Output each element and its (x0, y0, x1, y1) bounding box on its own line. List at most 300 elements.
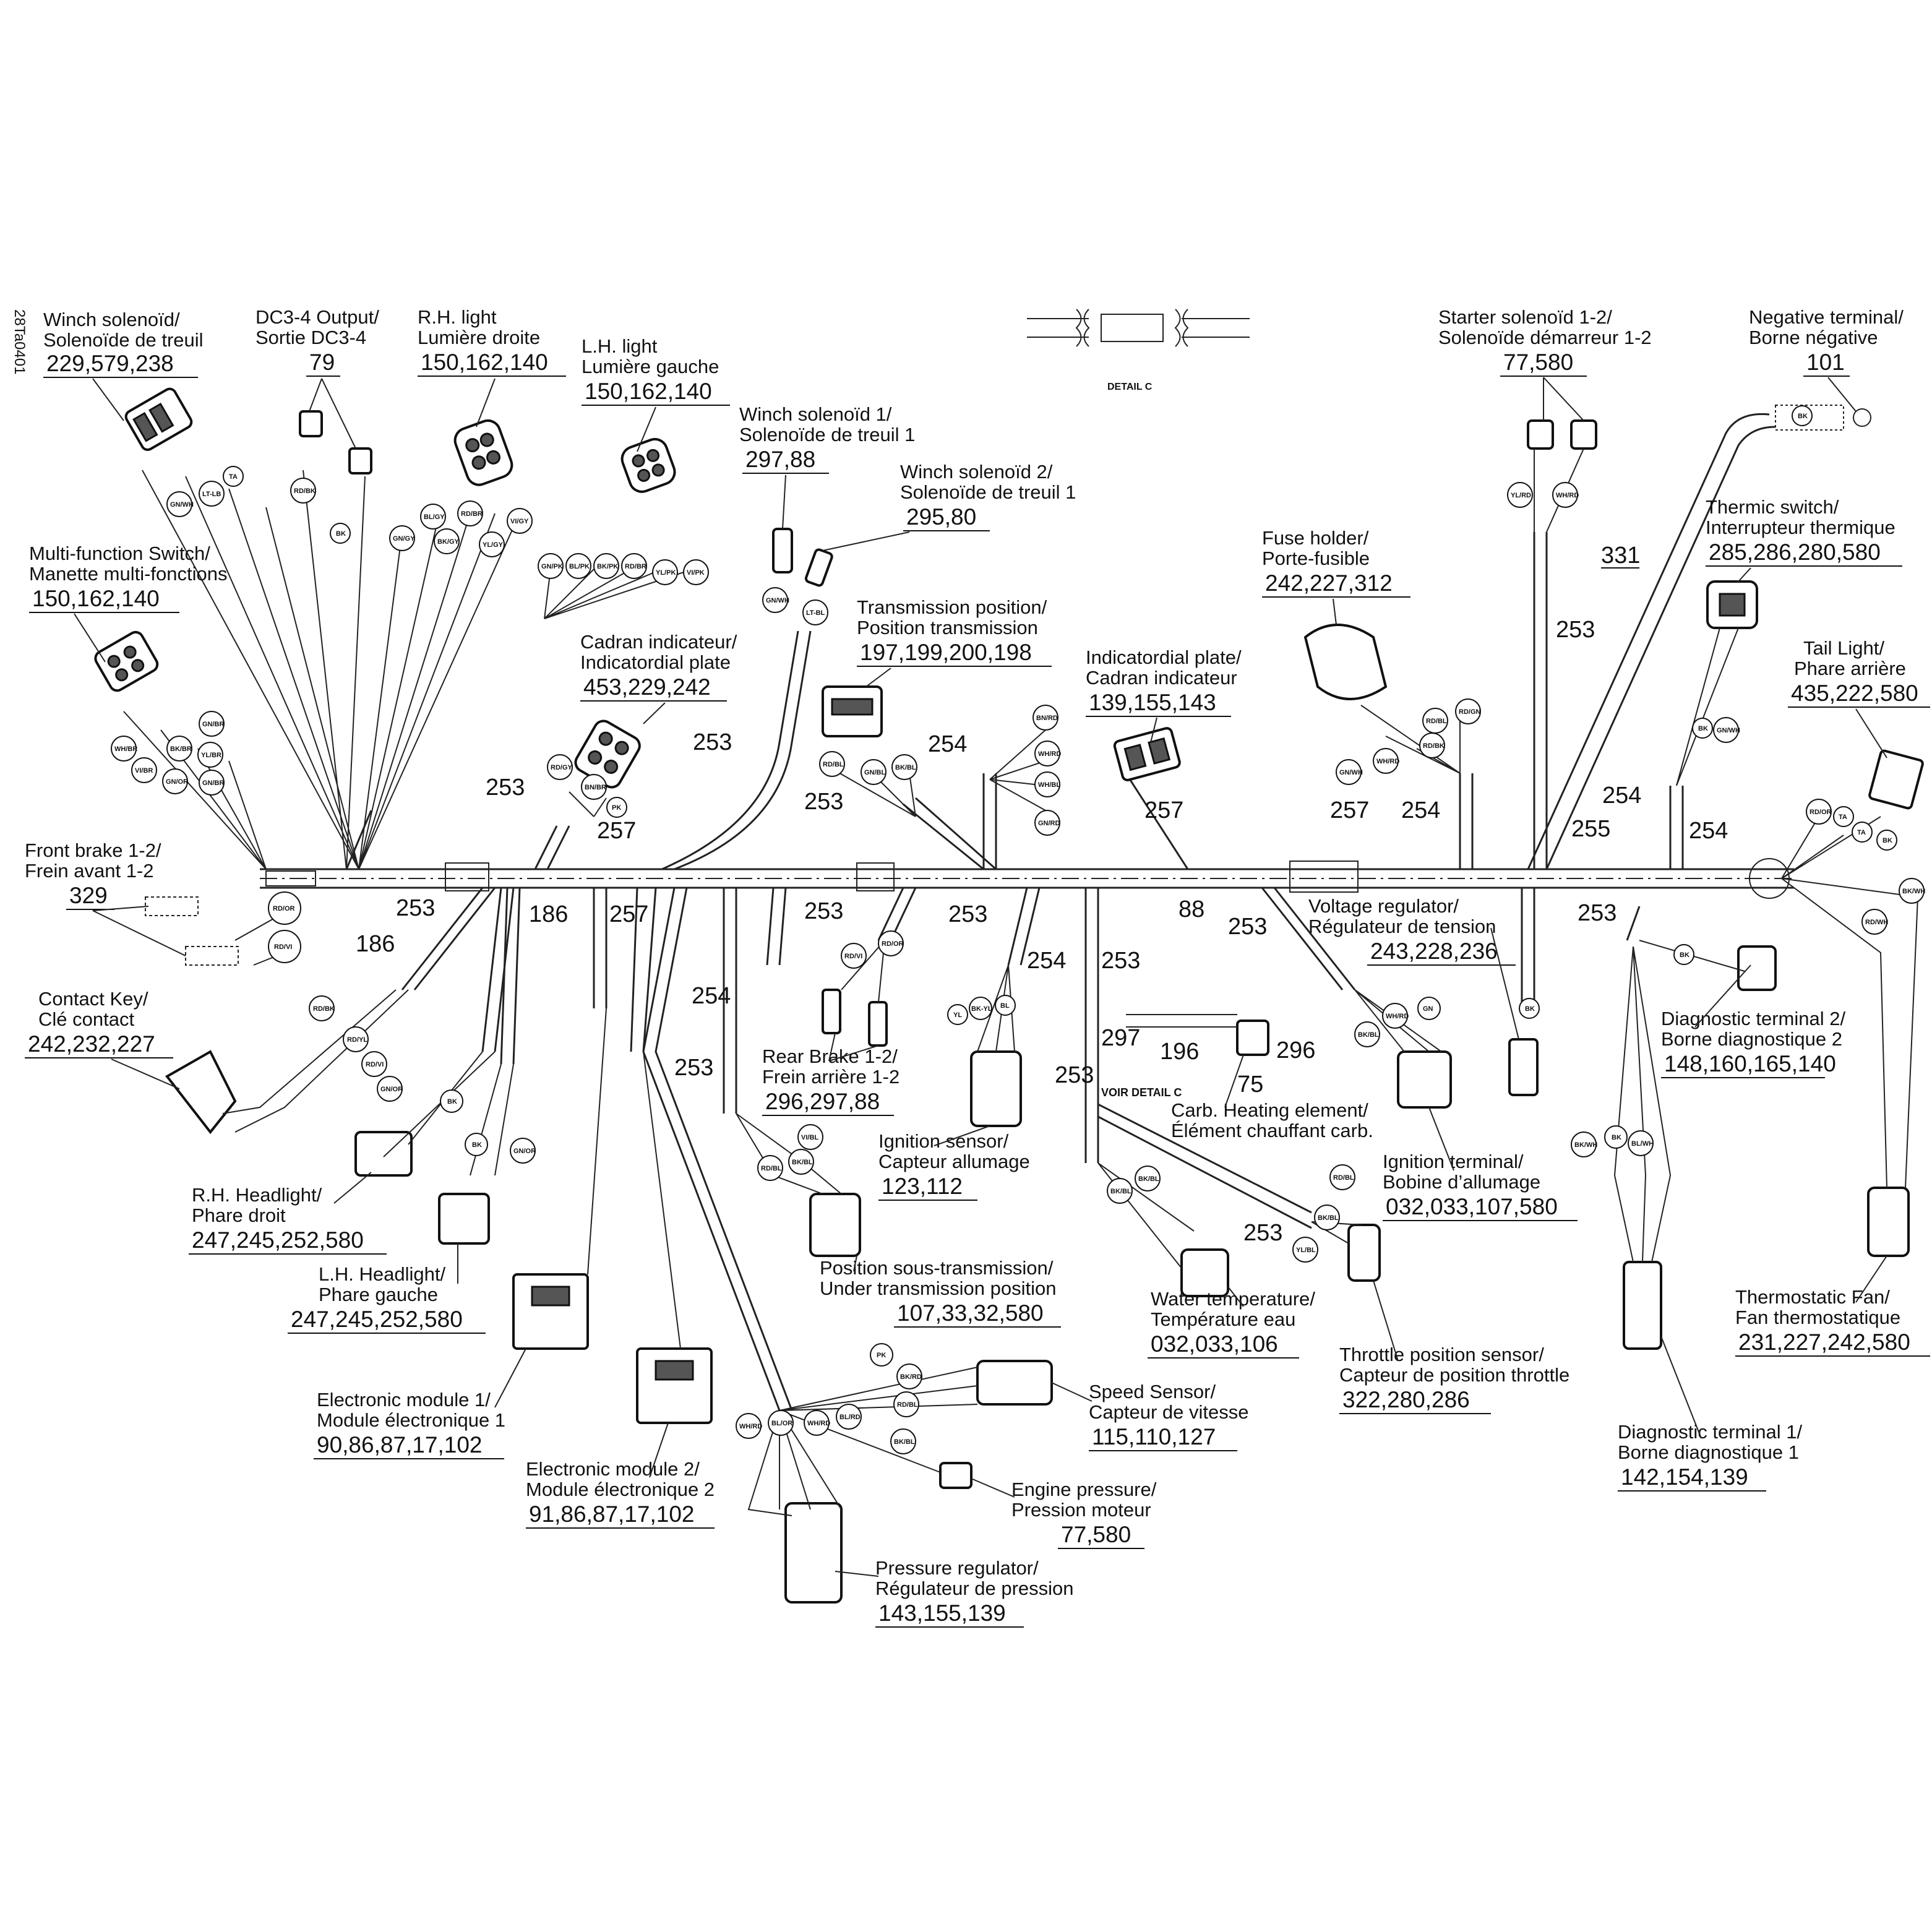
svg-text:Solenoïde démarreur 1-2: Solenoïde démarreur 1-2 (1438, 327, 1652, 348)
wire-code (582, 775, 606, 799)
callout-fuse-holder (1262, 527, 1410, 597)
wire-code (1135, 1166, 1160, 1191)
svg-text:BK/BL: BK/BL (1318, 1214, 1339, 1222)
winch-solenoid-2-connector (805, 549, 833, 586)
wire-code (841, 943, 866, 968)
detail-c-caption: DETAIL C (1107, 382, 1153, 392)
svg-text:Electronic module 2/: Electronic module 2/ (526, 1458, 700, 1480)
wire-code (804, 1410, 830, 1435)
svg-text:Lumière gauche: Lumière gauche (582, 356, 719, 377)
callout-voltage-regulator (1308, 895, 1516, 965)
svg-text:GN/GY: GN/GY (393, 535, 415, 543)
svg-text:BL: BL (1000, 1002, 1010, 1010)
wire-code (1834, 807, 1853, 826)
svg-text:Diagnostic terminal 1/: Diagnostic terminal 1/ (1618, 1421, 1803, 1443)
svg-text:BK: BK (447, 1098, 457, 1106)
throttle-position-connector (1349, 1225, 1380, 1281)
svg-text:Phare droit: Phare droit (192, 1204, 286, 1226)
svg-text:RD/OR: RD/OR (273, 905, 295, 912)
svg-text:150,162,140: 150,162,140 (32, 586, 160, 611)
svg-text:RD/BL: RD/BL (1333, 1174, 1354, 1182)
svg-text:Negative terminal/: Negative terminal/ (1749, 306, 1904, 328)
callout-throttle-position (1339, 1344, 1569, 1414)
wire-code (763, 588, 789, 612)
callout-cadran-indicateur (580, 631, 737, 701)
callout-carb-heating (1171, 1099, 1373, 1141)
wire-code (343, 1027, 368, 1052)
wire-code (390, 526, 415, 551)
wire-code (969, 997, 992, 1020)
svg-text:Speed Sensor/: Speed Sensor/ (1089, 1381, 1216, 1402)
svg-text:Frein arrière 1-2: Frein arrière 1-2 (762, 1066, 900, 1088)
wire-code (1806, 799, 1832, 824)
svg-text:197,199,200,198: 197,199,200,198 (860, 640, 1032, 665)
svg-text:Température eau: Température eau (1151, 1308, 1296, 1330)
svg-text:BK: BK (1798, 413, 1808, 420)
svg-text:BK-YL: BK-YL (971, 1005, 992, 1013)
harness-number: 254 (1689, 818, 1728, 844)
wire-code (653, 560, 677, 585)
wire-code (1674, 945, 1694, 964)
svg-text:GN/BL: GN/BL (864, 769, 886, 776)
callout-rh-light (418, 306, 566, 376)
callout-dc3-4-output (255, 306, 379, 376)
svg-text:Ignition sensor/: Ignition sensor/ (878, 1130, 1009, 1152)
svg-text:Clé contact: Clé contact (38, 1008, 135, 1030)
callout-thermostatic-fan (1735, 1286, 1930, 1356)
svg-text:TA: TA (1839, 814, 1847, 821)
lh-headlight-connector (439, 1194, 489, 1243)
voir-detail-c-label: VOIR DETAIL C (1101, 1086, 1182, 1099)
harness-number: 253 (948, 901, 988, 927)
rear-brake-switch-1 (823, 990, 840, 1033)
svg-text:Thermic switch/: Thermic switch/ (1706, 496, 1839, 518)
front-brake-switch-2 (186, 947, 238, 965)
svg-text:BK: BK (1612, 1134, 1621, 1141)
svg-text:Diagnostic terminal 2/: Diagnostic terminal 2/ (1661, 1008, 1846, 1029)
svg-text:BK/BL: BK/BL (792, 1159, 813, 1166)
wire-code (1792, 406, 1812, 426)
svg-text:BK/BL: BK/BL (894, 1438, 915, 1446)
svg-text:Capteur de position throttle: Capteur de position throttle (1339, 1364, 1570, 1386)
svg-text:L.H. Headlight/: L.H. Headlight/ (319, 1263, 446, 1285)
callout-labels (25, 306, 1930, 1627)
wire-code (1605, 1126, 1627, 1148)
wire-code (798, 1125, 823, 1149)
callout-diagnostic-terminal-1 (1618, 1421, 1802, 1491)
wire-code (223, 466, 243, 486)
callout-winch-solenoid-2 (900, 461, 1076, 531)
carb-heating-element (1237, 1021, 1268, 1055)
wire-code (465, 1133, 487, 1156)
svg-text:GN/OR: GN/OR (380, 1086, 403, 1093)
fuse-holder-shape (1305, 625, 1386, 699)
callout-speed-sensor (1089, 1381, 1248, 1451)
svg-text:BK: BK (472, 1141, 482, 1149)
wire-code (892, 755, 917, 779)
tail-light-connector (1869, 750, 1923, 809)
svg-text:LT-LB: LT-LB (202, 491, 221, 498)
harness-number: 186 (356, 931, 395, 957)
harness-number: 297 (1101, 1025, 1141, 1051)
svg-text:Contact Key/: Contact Key/ (38, 988, 148, 1010)
svg-text:242,227,312: 242,227,312 (1265, 570, 1393, 596)
svg-text:296,297,88: 296,297,88 (765, 1089, 880, 1114)
wire-code (1107, 1179, 1132, 1203)
wire-code (268, 892, 301, 924)
svg-text:297,88: 297,88 (745, 447, 816, 472)
svg-text:Régulateur de pression: Régulateur de pression (875, 1578, 1074, 1599)
harness-number: 253 (486, 775, 525, 801)
wire-code (268, 930, 301, 963)
svg-text:Transmission position/: Transmission position/ (857, 596, 1047, 618)
svg-text:Borne négative: Borne négative (1749, 327, 1878, 348)
wire-code (1899, 878, 1925, 903)
callout-position-sous-transmission (820, 1257, 1061, 1327)
callout-winch-solenoid (43, 309, 204, 377)
wire-code (1423, 708, 1448, 733)
harness-number: 253 (1228, 914, 1268, 940)
svg-text:RD/BK: RD/BK (313, 1005, 335, 1013)
wire-code (1383, 1003, 1409, 1028)
svg-text:BK: BK (1680, 951, 1689, 959)
svg-text:YL/GY: YL/GY (483, 541, 504, 549)
wire-code (440, 1090, 463, 1112)
harness-number: 253 (804, 898, 844, 924)
wire-code (1336, 760, 1363, 784)
wire-code (768, 1410, 793, 1435)
dc3-4-connector-a (300, 411, 322, 436)
svg-text:453,229,242: 453,229,242 (583, 674, 711, 700)
harness-number: 254 (1401, 797, 1441, 823)
callout-pressure-regulator (875, 1557, 1074, 1627)
wire-code (1355, 1022, 1380, 1047)
svg-text:RD/VI: RD/VI (274, 943, 293, 951)
svg-text:GN/WH: GN/WH (170, 501, 194, 509)
diagnostic-terminal-1-connector (1624, 1262, 1661, 1349)
svg-text:Front brake 1-2/: Front brake 1-2/ (25, 839, 161, 861)
svg-text:TA: TA (229, 473, 238, 481)
wire-code (1033, 705, 1058, 730)
svg-text:GN/BR: GN/BR (202, 779, 225, 787)
wire-code (1519, 998, 1539, 1018)
svg-text:WH/RD: WH/RD (1376, 758, 1400, 765)
svg-text:GN/WH: GN/WH (1339, 769, 1363, 776)
svg-text:322,280,286: 322,280,286 (1342, 1387, 1470, 1412)
callout-lh-headlight (288, 1263, 486, 1333)
wire-code (789, 1149, 814, 1174)
harness-number: 253 (693, 729, 732, 755)
harness-number: 253 (1243, 1220, 1283, 1246)
svg-text:RD/OR: RD/OR (882, 940, 904, 948)
wire-code (1373, 749, 1399, 773)
wire-code (894, 1392, 919, 1417)
callout-rh-headlight (189, 1184, 387, 1254)
wire-code (566, 554, 591, 578)
harness-number: 253 (1556, 617, 1595, 643)
wire-code (870, 1344, 893, 1366)
dc3-4-connector-b (350, 449, 371, 473)
svg-text:79: 79 (309, 350, 335, 375)
svg-text:RD/BL: RD/BL (823, 761, 844, 768)
svg-text:BK/BL: BK/BL (1110, 1188, 1131, 1195)
svg-text:YL: YL (953, 1011, 963, 1019)
svg-text:Winch solenoïd/: Winch solenoïd/ (43, 309, 180, 330)
svg-text:RD/BR: RD/BR (461, 510, 483, 518)
svg-text:Position transmission: Position transmission (857, 617, 1038, 638)
front-brake-switch-1 (145, 897, 198, 916)
svg-text:Capteur allumage: Capteur allumage (878, 1151, 1030, 1172)
svg-text:Régulateur de tension: Régulateur de tension (1308, 916, 1496, 937)
wire-code (167, 736, 192, 761)
callout-electronic-module-2 (526, 1458, 715, 1528)
svg-text:RD/WH: RD/WH (1865, 919, 1889, 926)
svg-text:Carb. Heating element/: Carb. Heating element/ (1171, 1099, 1368, 1121)
svg-text:91,86,87,17,102: 91,86,87,17,102 (529, 1501, 695, 1527)
wire-code (1330, 1165, 1355, 1190)
svg-text:RD/BL: RD/BL (1426, 718, 1447, 725)
wire-code (1553, 483, 1579, 507)
wire-code (1571, 1132, 1597, 1157)
ignition-sensor-connector (971, 1052, 1021, 1126)
svg-text:Solenoïde de treuil: Solenoïde de treuil (43, 329, 204, 351)
svg-text:BL/OR: BL/OR (771, 1420, 793, 1427)
speed-sensor-connector (977, 1361, 1052, 1404)
harness-number: 254 (692, 983, 731, 1009)
svg-text:BK/PK: BK/PK (597, 563, 619, 570)
diagnostic-terminal-2-connector (1738, 947, 1775, 990)
wire-code (199, 481, 224, 506)
wire-code (607, 797, 627, 817)
svg-text:RD/BK: RD/BK (294, 487, 316, 495)
harness-number: 253 (1101, 948, 1141, 974)
svg-text:WH/RD: WH/RD (1386, 1013, 1409, 1020)
harness-number: 253 (674, 1055, 714, 1081)
wire-code (1714, 718, 1740, 742)
wire-code (199, 711, 225, 736)
wire-code (684, 560, 708, 585)
harness-number: 253 (1578, 900, 1617, 926)
wire-code (377, 1076, 403, 1101)
thermostatic-fan-connector (1868, 1188, 1908, 1256)
callout-thermic-switch (1706, 496, 1902, 566)
svg-text:247,245,252,580: 247,245,252,580 (192, 1227, 364, 1253)
wire-code (132, 758, 157, 783)
wire-code (1693, 718, 1712, 738)
svg-text:Porte-fusible: Porte-fusible (1262, 547, 1370, 569)
wire-code (547, 755, 573, 779)
wire-code (458, 501, 483, 526)
svg-text:242,232,227: 242,232,227 (28, 1031, 155, 1057)
harness-number: 257 (597, 818, 637, 844)
wire-code (1035, 810, 1060, 835)
svg-text:YL/PK: YL/PK (656, 569, 676, 577)
svg-text:BK/GY: BK/GY (437, 538, 459, 546)
svg-text:Throttle position sensor/: Throttle position sensor/ (1339, 1344, 1544, 1365)
svg-text:Solenoïde de treuil 1: Solenoïde de treuil 1 (739, 424, 916, 445)
svg-text:77,580: 77,580 (1503, 350, 1574, 375)
svg-text:Indicatordial plate: Indicatordial plate (580, 651, 731, 673)
svg-text:YL/BL: YL/BL (1296, 1247, 1316, 1254)
svg-text:GN/PK: GN/PK (541, 563, 563, 570)
harness-number: 254 (1027, 948, 1067, 974)
svg-text:RD/OR: RD/OR (1810, 809, 1832, 816)
svg-text:Thermostatic Fan/: Thermostatic Fan/ (1735, 1286, 1890, 1308)
wire-code (1508, 483, 1532, 507)
callout-indicatordial-plate (1086, 646, 1242, 716)
harness-number: 254 (1602, 783, 1642, 809)
callout-multi-function-switch (29, 543, 227, 612)
wire-code (891, 1429, 916, 1454)
svg-text:247,245,252,580: 247,245,252,580 (291, 1307, 463, 1332)
svg-text:329: 329 (69, 883, 108, 908)
svg-text:BL/GY: BL/GY (424, 513, 445, 521)
callout-water-temperature (1148, 1288, 1315, 1358)
svg-text:Phare gauche: Phare gauche (319, 1284, 439, 1305)
harness-number: 196 (1160, 1039, 1200, 1065)
svg-text:YL/BR: YL/BR (201, 752, 221, 759)
svg-text:Bobine d’allumage: Bobine d’allumage (1383, 1171, 1541, 1193)
electronic-module-2-box (637, 1349, 711, 1423)
harness-number: 331 (1601, 543, 1641, 569)
callout-tail-light (1788, 637, 1930, 707)
svg-text:101: 101 (1806, 350, 1845, 375)
wire-code (878, 931, 904, 956)
callout-diagnostic-terminal-2 (1661, 1008, 1845, 1078)
svg-text:YL/RD: YL/RD (1511, 492, 1531, 499)
svg-text:Rear Brake 1-2/: Rear Brake 1-2/ (762, 1045, 898, 1067)
harness-number: 257 (1330, 797, 1370, 823)
callout-electronic-module-1 (314, 1389, 505, 1459)
svg-text:GN/OR: GN/OR (513, 1148, 536, 1155)
rh-light-connector (452, 417, 515, 488)
wire-code (1293, 1237, 1318, 1262)
callout-negative-terminal (1749, 306, 1904, 376)
wire-code (510, 1138, 536, 1163)
svg-text:RD/BL: RD/BL (897, 1401, 918, 1409)
svg-text:BK/BL: BK/BL (1358, 1031, 1379, 1039)
svg-text:WH/RD: WH/RD (807, 1420, 831, 1427)
svg-text:GN/WH: GN/WH (1717, 727, 1740, 734)
svg-text:BK/BR: BK/BR (170, 745, 192, 753)
svg-text:285,286,280,580: 285,286,280,580 (1709, 539, 1881, 565)
svg-text:VI/BL: VI/BL (801, 1134, 819, 1141)
svg-text:Cadran indicateur/: Cadran indicateur/ (580, 631, 737, 653)
wire-code (199, 770, 225, 795)
harness-number: 255 (1571, 816, 1611, 842)
svg-text:150,162,140: 150,162,140 (421, 350, 548, 375)
svg-text:BK/BL: BK/BL (895, 764, 916, 771)
harness-number: 75 (1237, 1071, 1264, 1097)
svg-text:139,155,143: 139,155,143 (1089, 690, 1216, 715)
svg-text:Position sous-transmission/: Position sous-transmission/ (820, 1257, 1054, 1279)
wire-code (1862, 909, 1888, 934)
svg-text:Frein avant 1-2: Frein avant 1-2 (25, 860, 154, 882)
indicatordial-plate-connector (1114, 727, 1181, 781)
wire-code (309, 996, 335, 1021)
svg-text:Water temperature/: Water temperature/ (1151, 1288, 1315, 1310)
svg-text:Manette multi-fonctions: Manette multi-fonctions (29, 563, 228, 585)
wire-code (111, 736, 137, 761)
svg-text:Solenoïde de treuil 1: Solenoïde de treuil 1 (900, 481, 1076, 503)
harness-number: 254 (928, 731, 968, 757)
svg-text:R.H. light: R.H. light (418, 306, 497, 328)
svg-text:BK: BK (336, 530, 346, 538)
svg-text:BK/WH: BK/WH (1574, 1141, 1598, 1149)
wire-code (820, 752, 844, 776)
svg-text:GN/OR: GN/OR (166, 778, 189, 786)
wire-code (198, 742, 223, 767)
wire-code (594, 554, 619, 578)
svg-text:231,227,242,580: 231,227,242,580 (1738, 1329, 1910, 1355)
svg-text:Sortie DC3-4: Sortie DC3-4 (255, 327, 367, 348)
svg-text:BL/PK: BL/PK (569, 563, 590, 570)
svg-text:BK/BL: BK/BL (1138, 1175, 1159, 1183)
svg-text:Starter solenoïd 1-2/: Starter solenoïd 1-2/ (1438, 306, 1612, 328)
electronic-module-1-box (513, 1274, 588, 1349)
pressure-regulator-connector (786, 1503, 841, 1602)
starter-solenoid-a (1528, 421, 1553, 449)
svg-text:WH/RD: WH/RD (1556, 492, 1579, 499)
callout-lh-light (582, 335, 730, 405)
wire-code (622, 554, 646, 578)
svg-text:VI/GY: VI/GY (510, 518, 529, 525)
svg-text:143,155,139: 143,155,139 (878, 1600, 1006, 1626)
svg-text:BK/RD: BK/RD (900, 1373, 922, 1381)
svg-text:032,033,106: 032,033,106 (1151, 1331, 1278, 1357)
svg-text:243,228,236: 243,228,236 (1370, 938, 1498, 964)
wire-code (167, 492, 194, 517)
wire-code (836, 1404, 861, 1429)
callout-front-brake (25, 839, 161, 909)
svg-text:435,222,580: 435,222,580 (1791, 680, 1918, 706)
harness-number: 257 (1144, 797, 1184, 823)
wire-code (1418, 997, 1440, 1020)
callout-winch-solenoid-1 (739, 403, 915, 473)
wire-code (758, 1156, 783, 1180)
position-sous-transmission-connector (810, 1194, 860, 1256)
winch-solenoid-connector (124, 387, 194, 452)
wire-code (1628, 1131, 1654, 1156)
svg-text:RD/YL: RD/YL (347, 1036, 367, 1044)
wire-code (1035, 772, 1060, 797)
svg-text:L.H. light: L.H. light (582, 335, 658, 357)
svg-text:115,110,127: 115,110,127 (1092, 1424, 1216, 1449)
svg-text:TA: TA (1857, 829, 1866, 836)
svg-text:Under transmission position: Under transmission position (820, 1277, 1057, 1299)
svg-text:GN: GN (1423, 1005, 1433, 1013)
svg-text:Engine pressure/: Engine pressure/ (1011, 1479, 1157, 1500)
svg-text:PK: PK (877, 1352, 887, 1359)
svg-text:Indicatordial plate/: Indicatordial plate/ (1086, 646, 1242, 668)
svg-text:Winch solenoïd 2/: Winch solenoïd 2/ (900, 461, 1053, 483)
wire-code (163, 769, 188, 794)
svg-text:Multi-function Switch/: Multi-function Switch/ (29, 543, 210, 564)
svg-text:Lumière droite: Lumière droite (418, 327, 541, 348)
svg-text:RD/VI: RD/VI (366, 1061, 384, 1068)
svg-text:BK: BK (1883, 837, 1892, 844)
svg-text:WH/BL: WH/BL (1038, 781, 1061, 789)
detail-c-inset (1027, 309, 1250, 392)
svg-text:Phare arrière: Phare arrière (1794, 658, 1906, 679)
wire-code (362, 1052, 387, 1076)
harness-number: 253 (1055, 1062, 1094, 1088)
svg-text:Borne diagnostique 2: Borne diagnostique 2 (1661, 1028, 1843, 1050)
svg-text:Module électronique 1: Module électronique 1 (317, 1409, 506, 1431)
svg-text:BK: BK (1525, 1005, 1535, 1013)
wire-code (948, 1005, 968, 1024)
svg-text:BL/WH: BL/WH (1631, 1140, 1654, 1148)
